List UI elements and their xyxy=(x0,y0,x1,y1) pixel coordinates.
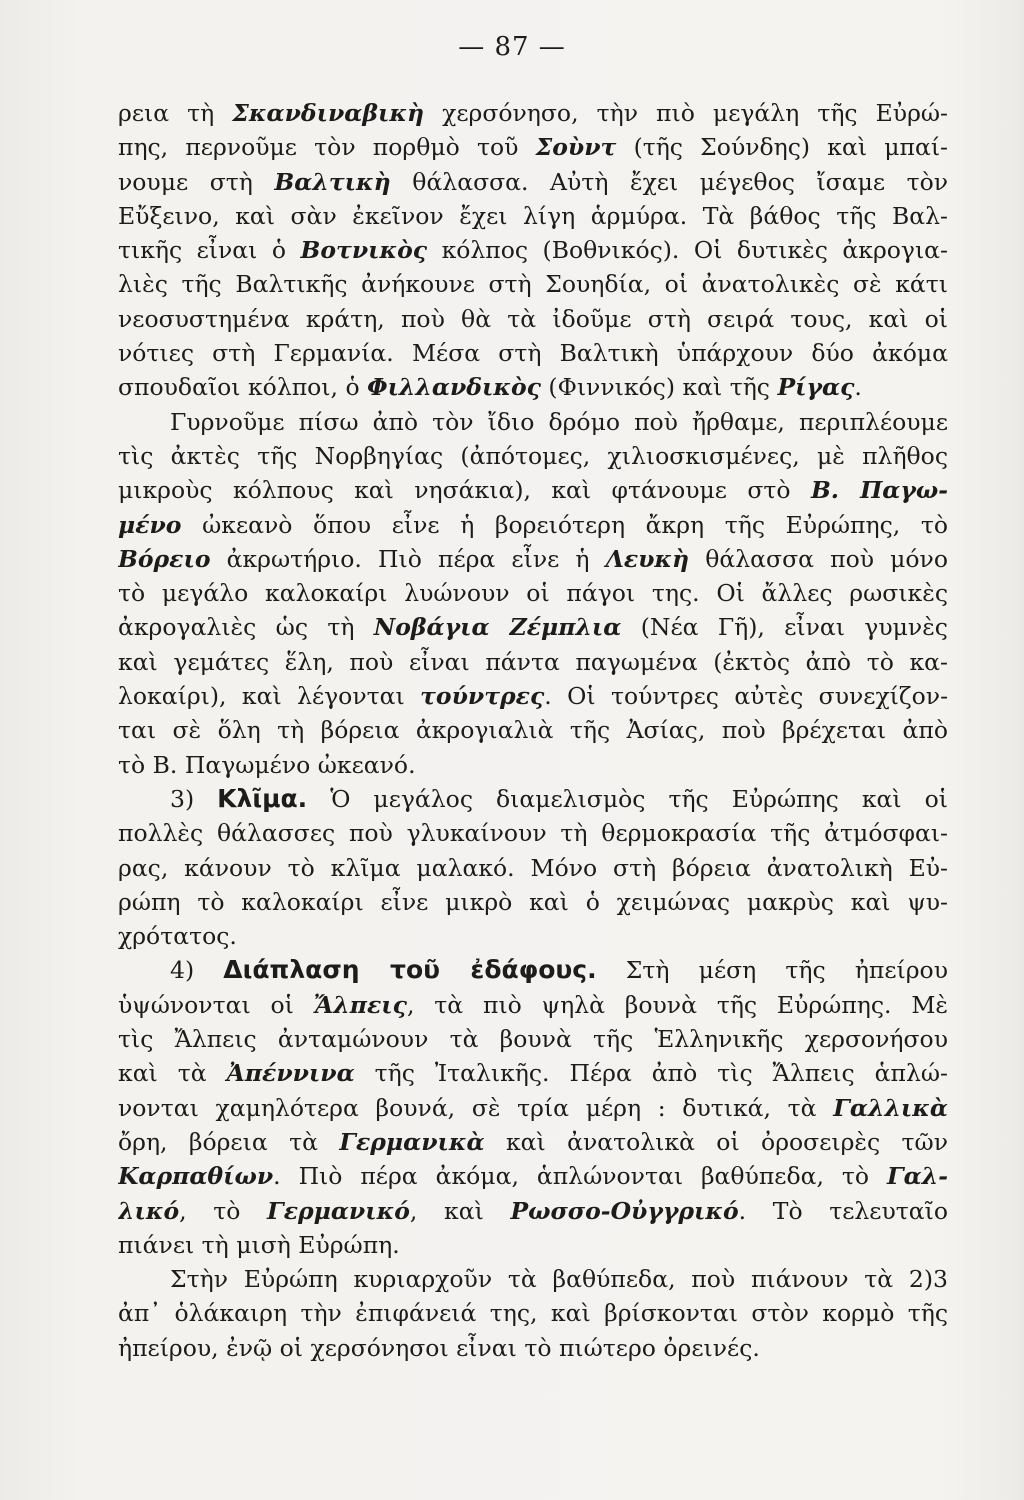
emphasized-term: Σκανδιναβικὴ xyxy=(232,99,425,127)
text-run: λιὲς τῆς Βαλτικῆς ἀνήκουνε στὴ Σουηδία, οἱ ἀνατολικὲς σὲ κάτι xyxy=(118,270,948,299)
text-line xyxy=(118,1022,948,1056)
text-run: καὶ γεμάτες ἕλη, ποὺ εἶναι πάντα παγωμένα (ἐκτὸς ἀπὸ τὸ κα- xyxy=(118,647,948,676)
text-line xyxy=(118,713,948,747)
text-line xyxy=(118,919,948,953)
text-run: νονται χαμηλότερα βουνά, σὲ τρία μέρη : δυτικά, τὰ xyxy=(118,1093,834,1122)
emphasized-term: Βαλτικὴ xyxy=(274,167,391,196)
text-line xyxy=(118,748,948,782)
text-line xyxy=(118,851,948,885)
text-line xyxy=(118,816,948,850)
text-run: μικροὺς κόλπους καὶ νησάκια), καὶ φτάνουμε στὸ xyxy=(118,476,811,505)
text-line xyxy=(118,988,948,1022)
text-run: θάλασσα ποὺ μόνο xyxy=(689,544,948,573)
text-run: τικῆς εἶναι ὁ xyxy=(118,236,301,265)
emphasized-term: Ρωσσο-Οὐγγρικό xyxy=(510,1196,739,1225)
text-line xyxy=(118,267,948,301)
text-run: τὸ Β. Παγωμένο ὠκεανό. xyxy=(118,750,416,779)
text-line xyxy=(118,1331,948,1365)
text-run: πης, περνοῦμε τὸν πορθμὸ τοῦ xyxy=(118,133,536,162)
text-line xyxy=(118,885,948,919)
text-run: ἀπ᾽ ὁλάκαιρη τὴν ἐπιφάνειά της, καὶ βρίσκονται στὸν κορμὸ τῆς xyxy=(118,1299,948,1328)
text-line xyxy=(118,233,948,267)
text-line xyxy=(118,473,948,507)
text-run: (τῆς Σούνδης) καὶ μπαί- xyxy=(616,133,948,162)
emphasized-term: Καρπαθίων xyxy=(118,1162,274,1191)
text-line xyxy=(118,199,948,233)
text-line xyxy=(118,1228,948,1262)
text-line xyxy=(118,96,948,130)
text-run: , τὰ πιὸ ψηλὰ βουνὰ τῆς Εὐρώπης. Μὲ xyxy=(406,990,948,1019)
text-run: 4) xyxy=(170,956,224,985)
text-run: Στὴν Εὐρώπη κυριαρχοῦν τὰ βαθύπεδα, ποὺ πιάνουν τὰ 2)3 xyxy=(170,1265,948,1294)
text-run: λοκαίρι), καὶ λέγονται xyxy=(118,682,421,711)
text-run: θάλασσα. Αὐτὴ ἔχει μέγεθος ἴσαμε τὸν xyxy=(390,167,948,196)
text-run: τὶς Ἄλπεις ἀνταμώνουν τὰ βουνὰ τῆς Ἑλληνικῆς χερσονήσου xyxy=(118,1025,948,1054)
text-line xyxy=(118,1056,948,1090)
text-line xyxy=(118,508,948,542)
text-line xyxy=(118,1262,948,1296)
text-run: καὶ τὰ xyxy=(118,1059,227,1088)
text-run: ὄρη, βόρεια τὰ xyxy=(118,1127,340,1156)
text-run: σπουδαῖοι κόλποι, ὁ xyxy=(118,373,368,402)
text-run: χρότατος. xyxy=(118,922,237,951)
text-line xyxy=(118,130,948,164)
text-line xyxy=(118,439,948,473)
emphasized-term: Φιλλανδικὸς xyxy=(367,373,541,402)
emphasized-term: Σοὺντ xyxy=(535,133,617,162)
text-line xyxy=(118,1194,948,1228)
text-run: ὑψώνονται οἱ xyxy=(118,990,314,1019)
text-line xyxy=(118,1159,948,1193)
emphasized-term: Γερμανικὰ xyxy=(339,1127,485,1156)
text-line xyxy=(118,610,948,644)
text-run: νεοσυστημένα κράτη, ποὺ θὰ τὰ ἰδοῦμε στὴ σειρά τους, καὶ οἱ xyxy=(118,304,948,333)
emphasized-term: Γαλλικὰ xyxy=(833,1093,948,1122)
text-run: Εὔξεινο, καὶ σὰν ἐκεῖνον ἔχει λίγη ἁρμύρα. Τὰ βάθος τῆς Βαλ- xyxy=(118,201,948,230)
page-number: — 87 — xyxy=(458,32,566,62)
text-line xyxy=(118,576,948,610)
emphasized-term: λικό xyxy=(118,1196,180,1225)
text-run: . xyxy=(854,373,862,402)
text-run: χερσόνησο, τὴν πιὸ μεγάλη τῆς Εὐρώ- xyxy=(424,99,948,127)
body-text xyxy=(118,96,948,1365)
emphasized-term: Γαλ- xyxy=(887,1162,948,1191)
emphasized-term: Βόρειο xyxy=(118,544,211,573)
emphasized-term: Ἀπέννινα xyxy=(226,1059,355,1088)
text-run: 3) xyxy=(170,784,218,813)
text-run: ρεια τὴ xyxy=(118,99,233,127)
text-run: Στὴ μέση τῆς ἠπείρου xyxy=(596,956,948,985)
text-run: ἀκρωτήριο. Πιὸ πέρα εἶνε ἡ xyxy=(210,544,606,573)
emphasized-term: τούντρες xyxy=(420,682,545,711)
text-run: (Φιννικός) καὶ τῆς xyxy=(540,373,778,402)
text-run: , τὸ xyxy=(179,1196,268,1225)
text-line xyxy=(118,405,948,439)
text-run: πιάνει τὴ μισὴ Εὐρώπη. xyxy=(118,1230,400,1259)
text-run: ὠκεανὸ ὅπου εἶνε ἡ βορειότερη ἄκρη τῆς Εὐρώπης, τὸ xyxy=(181,510,948,539)
emphasized-term: Γερμανικό xyxy=(267,1196,410,1225)
text-run: τὶς ἀκτὲς τῆς Νορβηγίας (ἀπότομες, χιλιοσκισμένες, μὲ πλῆθος xyxy=(118,441,948,470)
emphasized-term: μένο xyxy=(118,510,182,539)
text-run: κόλπος (Βοθνικός). Οἱ δυτικὲς ἀκρογια- xyxy=(427,236,948,265)
text-line xyxy=(118,1296,948,1330)
text-run: . Τὸ τελευταῖο xyxy=(738,1196,948,1225)
text-run: ται σὲ ὅλη τὴ βόρεια ἀκρογιαλιὰ τῆς Ἀσίας, ποὺ βρέχεται ἀπὸ xyxy=(118,716,948,745)
text-run: ἠπείρου, ἐνῷ οἱ χερσόνησοι εἶναι τὸ πιώτερο ὀρεινές. xyxy=(118,1333,760,1362)
text-line xyxy=(118,302,948,336)
emphasized-term: Λευκὴ xyxy=(605,544,690,573)
text-run: Γυρνοῦμε πίσω ἀπὸ τὸν ἴδιο δρόμο ποὺ ἤρθαμε, περιπλέουμε xyxy=(170,407,948,436)
text-line xyxy=(118,1125,948,1159)
section-heading: Διάπλαση τοῦ ἐδάφους. xyxy=(223,955,597,985)
text-run: ἀκρογαλιὲς ὡς τὴ xyxy=(118,613,374,642)
text-run: πολλὲς θάλασσες ποὺ γλυκαίνουν τὴ θερμοκρασία τῆς ἀτμόσφαι- xyxy=(118,819,948,848)
emphasized-term: Ἄλπεις xyxy=(313,990,407,1019)
text-line xyxy=(118,953,948,987)
text-line xyxy=(118,336,948,370)
emphasized-term: Ρίγας xyxy=(777,373,855,402)
text-line xyxy=(118,782,948,816)
text-run: . Πιὸ πέρα ἀκόμα, ἁπλώνονται βαθύπεδα, τὸ xyxy=(273,1162,887,1191)
text-line xyxy=(118,1091,948,1125)
text-line xyxy=(118,645,948,679)
emphasized-term: Β. Παγω- xyxy=(810,476,948,505)
text-run: (Νέα Γῆ), εἶναι γυμνὲς xyxy=(621,613,948,642)
emphasized-term: Βοτνικὸς xyxy=(300,236,428,265)
text-run: τῆς Ἰταλικῆς. Πέρα ἀπὸ τὶς Ἄλπεις ἁπλώ- xyxy=(354,1059,948,1088)
text-run: νότιες στὴ Γερμανία. Μέσα στὴ Βαλτικὴ ὑπάρχουν δύο ἀκόμα xyxy=(118,339,948,368)
text-run: ρώπη τὸ καλοκαίρι εἶνε μικρὸ καὶ ὁ χειμώνας μακρὺς καὶ ψυ- xyxy=(118,887,948,916)
text-run: Ὁ μεγάλος διαμελισμὸς τῆς Εὐρώπης καὶ οἱ xyxy=(307,784,948,813)
text-run: καὶ ἀνατολικὰ οἱ ὀροσειρὲς τῶν xyxy=(484,1127,948,1156)
text-run: νουμε στὴ xyxy=(118,167,275,196)
text-line xyxy=(118,679,948,713)
text-line xyxy=(118,542,948,576)
text-line xyxy=(118,165,948,199)
text-run: . Οἱ τούντρες αὐτὲς συνεχίζον- xyxy=(544,682,948,711)
emphasized-term: Νοβάγια Ζέμπλια xyxy=(373,613,622,642)
text-run: , καὶ xyxy=(409,1196,511,1225)
text-run: ρας, κάνουν τὸ κλῖμα μαλακό. Μόνο στὴ βόρεια ἀνατολικὴ Εὐ- xyxy=(118,853,948,882)
text-line xyxy=(118,370,948,404)
text-run: τὸ μεγάλο καλοκαίρι λυώνουν οἱ πάγοι της. Οἱ ἄλλες ρωσικὲς xyxy=(118,579,948,608)
section-heading: Κλῖμα. xyxy=(217,783,308,813)
